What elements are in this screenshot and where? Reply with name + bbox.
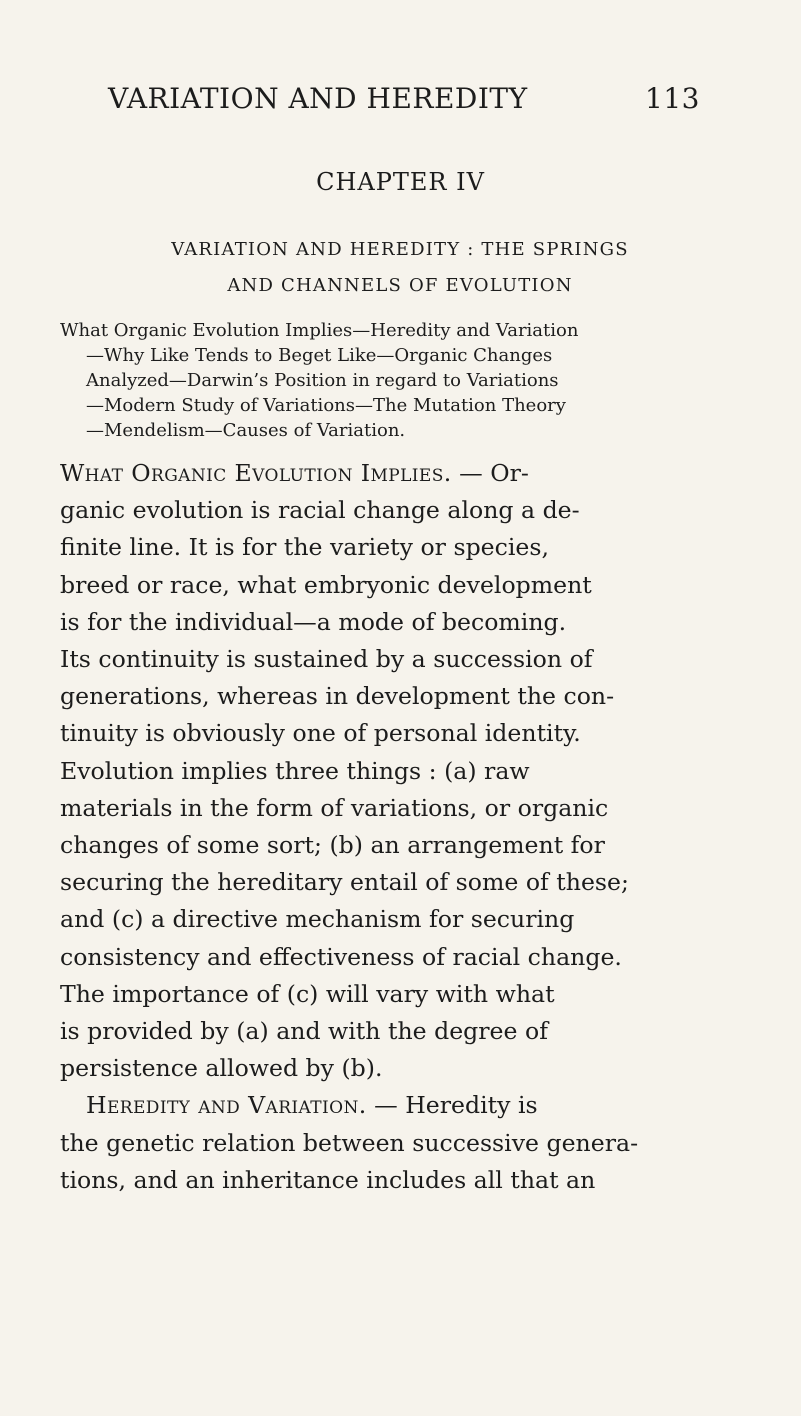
heading-dash: — (366, 1091, 406, 1120)
text-line: and (c) a directive mechanism for securing (60, 905, 575, 934)
text-line: the genetic relation between successive genera- (60, 1128, 639, 1157)
chapter-title-line: VARIATION AND HEREDITY : THE SPRINGS (171, 239, 629, 260)
text-line: materials in the form of variations, or organic (60, 793, 609, 822)
synopsis-line: —Why Like Tends to Beget Like—Organic Changes (86, 345, 553, 366)
text-line: tions, and an inheritance includes all that an (60, 1165, 596, 1194)
chapter-label: CHAPTER IV (316, 168, 485, 196)
text-fragment: Or- (490, 459, 529, 487)
chapter-title (60, 232, 740, 304)
paragraph-first-line (60, 455, 760, 492)
text-line: is for the individual—a mode of becoming. (60, 607, 567, 636)
synopsis-line: Analyzed—Darwin’s Position in regard to Variations (86, 370, 559, 391)
text-line: generations, whereas in development the con- (60, 682, 615, 711)
text-line: breed or race, what embryonic development (60, 570, 592, 599)
synopsis-line: —Modern Study of Variations—The Mutation Theory (86, 395, 566, 416)
body-text (60, 455, 760, 1199)
text-fragment: Heredity is (405, 1091, 538, 1120)
text-line: ganic evolution is racial change along a de- (60, 496, 580, 525)
running-title: VARIATION AND HEREDITY (108, 82, 528, 115)
text-line: changes of some sort; (b) an arrangement for (60, 831, 605, 860)
heading-dash: — (451, 459, 491, 487)
chapter-title-line: AND CHANNELS OF EVOLUTION (227, 275, 573, 296)
synopsis-line: What Organic Evolution Implies—Heredity and Variation (60, 320, 579, 341)
page-number: 113 (645, 82, 700, 115)
chapter-synopsis (60, 318, 750, 443)
section-heading: What Organic Evolution Implies. (60, 459, 452, 487)
text-line: persistence allowed by (b). (60, 1054, 383, 1083)
synopsis-line: —Mendelism—Causes of Variation. (86, 420, 406, 441)
running-head (108, 82, 700, 122)
text-line: Its continuity is sustained by a succession of (60, 645, 593, 674)
text-line: is provided by (a) and with the degree of (60, 1017, 548, 1046)
text-line: finite line. It is for the variety or species, (60, 533, 549, 562)
text-line: Evolution implies three things : (a) raw (60, 756, 530, 785)
paragraph-first-line (60, 1087, 760, 1124)
text-line: The importance of (c) will vary with what (60, 979, 555, 1008)
text-line: consistency and effectiveness of racial change. (60, 942, 622, 971)
text-line: tinuity is obviously one of personal identity. (60, 719, 581, 748)
section-heading: Heredity and Variation. (86, 1091, 367, 1120)
text-line: securing the hereditary entail of some of these; (60, 868, 629, 897)
